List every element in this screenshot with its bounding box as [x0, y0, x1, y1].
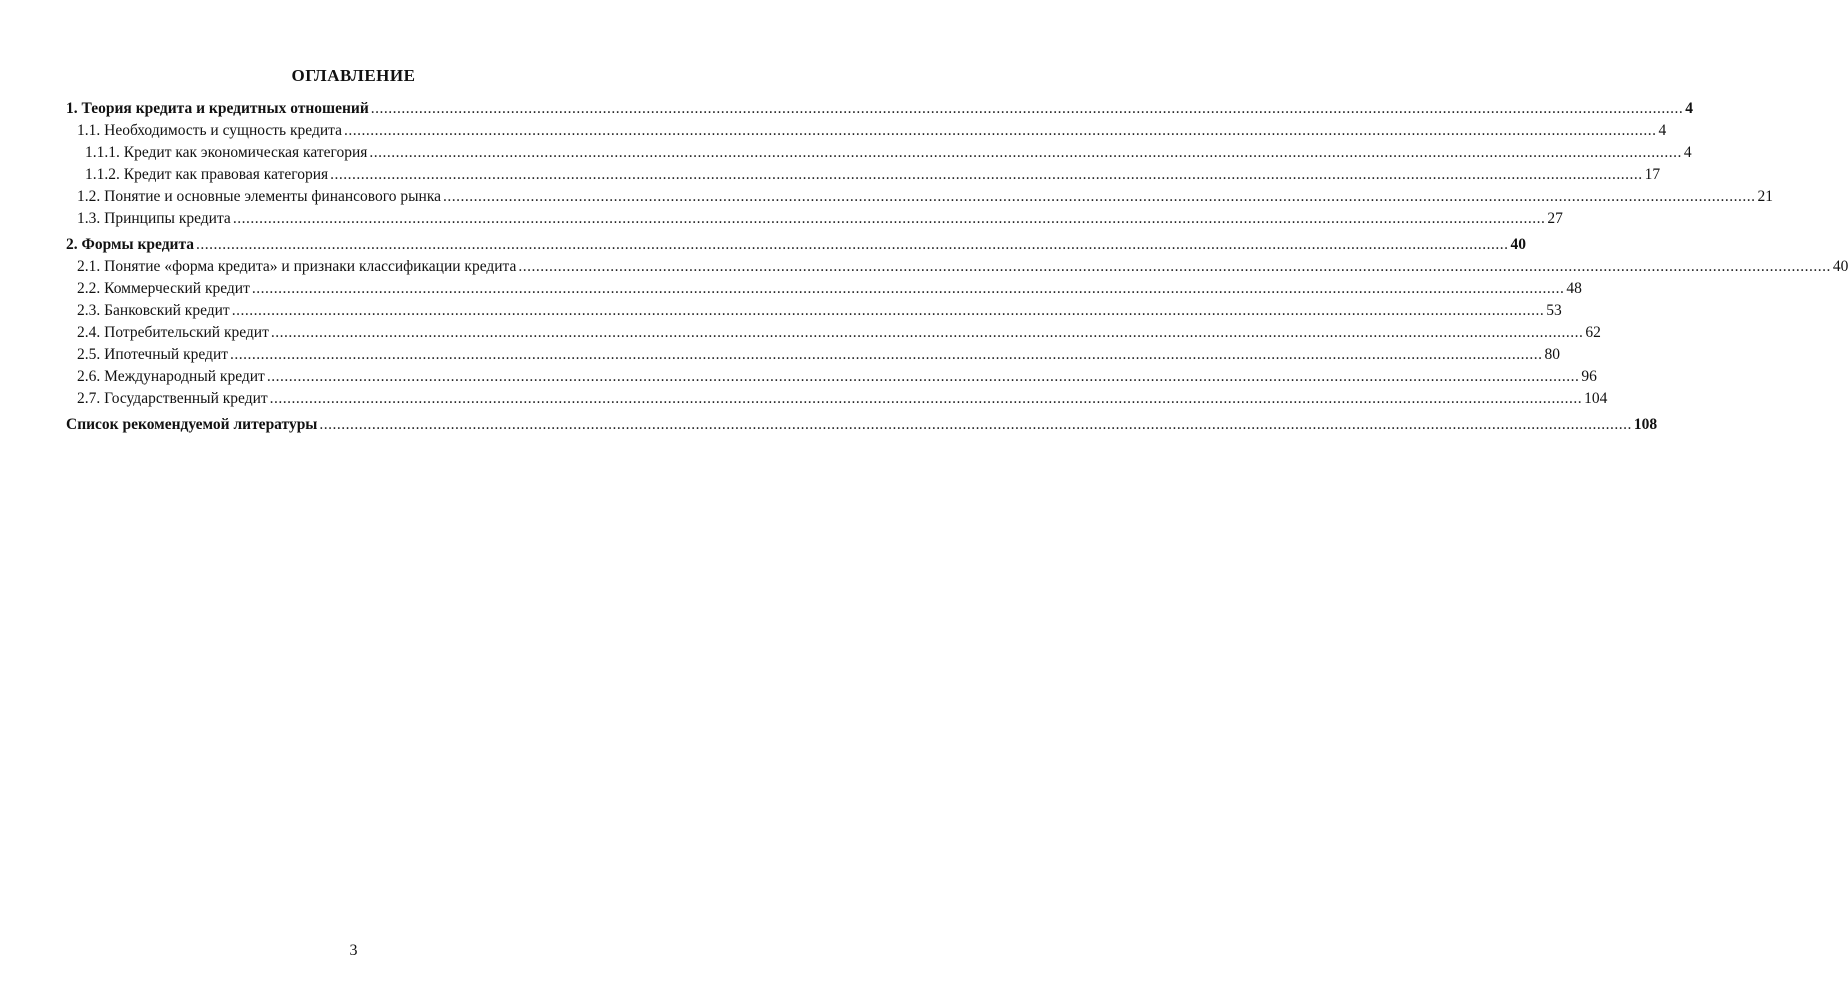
toc-entry — [66, 186, 1773, 208]
toc-entry-page: 40 — [1832, 258, 1848, 275]
toc-dot-leader: ............................................................................................................................................................................................................................................................................................................ — [370, 100, 1684, 117]
toc-entry-label: 2.5. Ипотечный кредит — [77, 346, 229, 363]
page-number: 3 — [349, 942, 358, 959]
toc-entry-page: 104 — [1584, 390, 1608, 407]
toc-entry-label: 1. Теория кредита и кредитных отношений — [66, 100, 369, 117]
toc-entry — [66, 98, 1694, 120]
toc-entry — [66, 322, 1601, 344]
toc-entry-label: 2.6. Международный кредит — [77, 368, 265, 385]
toc-dot-leader: ............................................................................................................................................................................................................................................................................................................ — [251, 280, 1565, 297]
toc-entry-page: 27 — [1547, 210, 1563, 227]
toc-entry-label: 2.2. Коммерческий кредит — [77, 280, 250, 297]
toc-entry-page: 62 — [1585, 324, 1601, 341]
toc-entry-page: 53 — [1546, 302, 1562, 319]
toc-dot-leader: ............................................................................................................................................................................................................................................................................................................ — [230, 346, 1543, 363]
toc-entry-page: 4 — [1683, 144, 1692, 161]
toc-dot-leader: ............................................................................................................................................................................................................................................................................................................ — [196, 236, 1509, 253]
toc-entry-label: 1.2. Понятие и основные элементы финансового рынка — [77, 188, 441, 205]
toc-entry-page: 17 — [1644, 166, 1661, 183]
toc-entry-page: 4 — [1658, 122, 1667, 139]
toc-entry — [66, 414, 1658, 436]
toc-entry-label: 2. Формы кредита — [66, 236, 195, 253]
toc-title: ОГЛАВЛЕНИЕ — [291, 66, 416, 85]
toc-entry — [66, 300, 1562, 322]
toc-entry — [66, 366, 1597, 388]
toc-dot-leader: ............................................................................................................................................................................................................................................................................................................ — [232, 210, 1546, 227]
toc-entry-label: 2.3. Банковский кредит — [77, 302, 230, 319]
toc-dot-leader: ............................................................................................................................................................................................................................................................................................................ — [266, 368, 1580, 385]
toc-entry — [66, 142, 1692, 164]
toc-entry — [66, 344, 1561, 366]
toc-dot-leader: ............................................................................................................................................................................................................................................................................................................ — [231, 302, 1545, 319]
toc-entry-page: 96 — [1581, 368, 1597, 385]
toc-entry-label: 2.1. Понятие «форма кредита» и признаки классификации кредита — [77, 258, 517, 275]
toc-entry — [66, 234, 1527, 256]
toc-entry-label: Список рекомендуемой литературы — [66, 416, 318, 433]
toc-entry-page: 4 — [1685, 100, 1694, 117]
toc-dot-leader: ............................................................................................................................................................................................................................................................................................................ — [518, 258, 1831, 275]
toc-entry — [66, 388, 1608, 410]
toc-entry — [66, 278, 1582, 300]
toc-dot-leader: ............................................................................................................................................................................................................................................................................................................ — [369, 144, 1682, 161]
toc-dot-leader: ............................................................................................................................................................................................................................................................................................................ — [269, 390, 1583, 407]
toc-dot-leader: ............................................................................................................................................................................................................................................................................................................ — [343, 122, 1657, 139]
toc-entry-page: 21 — [1757, 188, 1773, 205]
toc-dot-leader: ............................................................................................................................................................................................................................................................................................................ — [270, 324, 1584, 341]
toc-entry-label: 2.4. Потребительский кредит — [77, 324, 269, 341]
toc-list — [66, 98, 1848, 436]
toc-entry — [66, 164, 1661, 186]
toc-entry-label: 1.3. Принципы кредита — [77, 210, 231, 227]
toc-dot-leader: ............................................................................................................................................................................................................................................................................................................ — [330, 166, 1643, 183]
toc-entry — [66, 208, 1563, 230]
toc-entry-label: 1.1. Необходимость и сущность кредита — [77, 122, 342, 139]
toc-dot-leader: ............................................................................................................................................................................................................................................................................................................ — [319, 416, 1632, 433]
toc-entry-label: 1.1.2. Кредит как правовая категория — [85, 166, 329, 183]
toc-entry — [66, 120, 1667, 142]
toc-entry-page: 80 — [1544, 346, 1561, 363]
toc-dot-leader: ............................................................................................................................................................................................................................................................................................................ — [443, 188, 1756, 205]
toc-entry — [66, 256, 1848, 278]
toc-entry-label: 1.1.1. Кредит как экономическая категория — [85, 144, 368, 161]
toc-entry-page: 40 — [1510, 236, 1527, 253]
toc-entry-label: 2.7. Государственный кредит — [77, 390, 268, 407]
toc-entry-page: 48 — [1566, 280, 1582, 297]
toc-entry-page: 108 — [1633, 416, 1658, 433]
